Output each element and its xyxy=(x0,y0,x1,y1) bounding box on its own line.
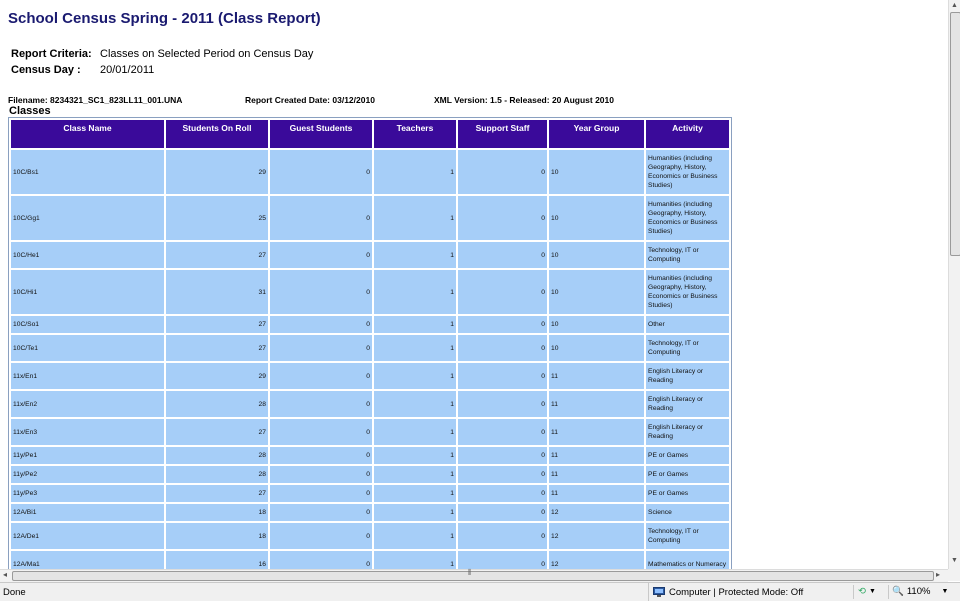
table-cell: PE or Games xyxy=(646,485,729,502)
table-cell: 10 xyxy=(549,242,644,268)
scroll-down-icon[interactable]: ▼ xyxy=(951,557,958,564)
census-day-label: Census Day : xyxy=(11,64,81,76)
table-cell: 11 xyxy=(549,485,644,502)
table-cell: 10C/Hi1 xyxy=(11,270,164,314)
table-cell: 18 xyxy=(166,523,268,549)
table-row xyxy=(11,316,729,333)
table-cell: 0 xyxy=(270,242,372,268)
table-cell: 29 xyxy=(166,363,268,389)
column-header: Class Name xyxy=(11,120,164,148)
table-cell: 0 xyxy=(270,270,372,314)
xml-version: XML Version: 1.5 - Released: 20 August 2010 xyxy=(434,95,614,105)
table-cell: 16 xyxy=(166,551,268,569)
table-cell: 11 xyxy=(549,447,644,464)
table-cell: 0 xyxy=(458,419,547,445)
table-cell: 0 xyxy=(270,419,372,445)
table-cell: 11y/Pe2 xyxy=(11,466,164,483)
column-header: Activity xyxy=(646,120,729,148)
table-cell: 1 xyxy=(374,363,456,389)
table-row xyxy=(11,363,729,389)
table-cell: 0 xyxy=(458,242,547,268)
table-cell: 10C/So1 xyxy=(11,316,164,333)
vertical-scrollbar[interactable] xyxy=(948,0,960,569)
table-cell: 0 xyxy=(270,485,372,502)
table-cell: 0 xyxy=(458,335,547,361)
table-cell: 27 xyxy=(166,242,268,268)
table-cell: 0 xyxy=(270,447,372,464)
table-cell: 27 xyxy=(166,419,268,445)
refresh-icon: ⟲ xyxy=(858,586,866,597)
table-cell: Humanities (including Geography, History, Economics or Business Studies) xyxy=(646,150,729,194)
vertical-scroll-thumb[interactable] xyxy=(950,12,960,256)
table-cell: 11y/Pe1 xyxy=(11,447,164,464)
page-options-button[interactable] xyxy=(858,586,876,597)
table-cell: 11 xyxy=(549,363,644,389)
table-cell: 1 xyxy=(374,150,456,194)
table-cell: English Literacy or Reading xyxy=(646,391,729,417)
table-cell: 12A/De1 xyxy=(11,523,164,549)
table-cell: 0 xyxy=(458,447,547,464)
table-cell: 29 xyxy=(166,150,268,194)
table-cell: PE or Games xyxy=(646,447,729,464)
table-cell: 12 xyxy=(549,504,644,521)
table-cell: 10 xyxy=(549,335,644,361)
table-cell: Other xyxy=(646,316,729,333)
table-cell: 0 xyxy=(270,466,372,483)
table-cell: 18 xyxy=(166,504,268,521)
table-cell: Technology, IT or Computing xyxy=(646,335,729,361)
table-cell: 11y/Pe3 xyxy=(11,485,164,502)
table-cell: English Literacy or Reading xyxy=(646,363,729,389)
table-cell: English Literacy or Reading xyxy=(646,419,729,445)
table-cell: 0 xyxy=(458,504,547,521)
table-cell: 1 xyxy=(374,504,456,521)
table-cell: Technology, IT or Computing xyxy=(646,523,729,549)
column-header: Guest Students xyxy=(270,120,372,148)
security-zone[interactable] xyxy=(648,583,803,601)
table-cell: 0 xyxy=(458,363,547,389)
table-row xyxy=(11,523,729,549)
table-cell: 27 xyxy=(166,335,268,361)
table-cell: 1 xyxy=(374,335,456,361)
table-cell: Science xyxy=(646,504,729,521)
table-cell: 0 xyxy=(270,363,372,389)
table-cell: 27 xyxy=(166,485,268,502)
column-header: Year Group xyxy=(549,120,644,148)
table-cell: 10C/Gg1 xyxy=(11,196,164,240)
table-cell: 1 xyxy=(374,419,456,445)
report-criteria-value: Classes on Selected Period on Census Day xyxy=(100,48,314,60)
scroll-grip-icon: ⦀ xyxy=(468,568,472,577)
table-cell: 10C/Te1 xyxy=(11,335,164,361)
table-cell: 1 xyxy=(374,485,456,502)
zoom-icon: 🔍 xyxy=(892,586,904,597)
table-body xyxy=(11,150,729,569)
table-cell: 28 xyxy=(166,447,268,464)
table-cell: 0 xyxy=(270,316,372,333)
table-cell: 1 xyxy=(374,466,456,483)
table-cell: 1 xyxy=(374,391,456,417)
section-title: Classes xyxy=(9,105,51,117)
table-cell: 25 xyxy=(166,196,268,240)
table-cell: 12A/Bi1 xyxy=(11,504,164,521)
report-criteria xyxy=(11,48,313,60)
table-cell: 0 xyxy=(270,196,372,240)
table-cell: Mathematics or Numeracy xyxy=(646,551,729,569)
table-cell: 0 xyxy=(458,551,547,569)
table-cell: 0 xyxy=(458,150,547,194)
scroll-right-icon[interactable]: ▸ xyxy=(936,570,941,579)
table-cell: 11x/En1 xyxy=(11,363,164,389)
table-cell: 11 xyxy=(549,466,644,483)
table-cell: 10 xyxy=(549,196,644,240)
zoom-level: 110% xyxy=(906,586,931,597)
table-cell: 10 xyxy=(549,316,644,333)
table-row xyxy=(11,447,729,464)
table-row xyxy=(11,466,729,483)
table-cell: 28 xyxy=(166,391,268,417)
report-created-date: Report Created Date: 03/12/2010 xyxy=(245,95,375,105)
classes-table xyxy=(8,117,732,569)
table-cell: 1 xyxy=(374,447,456,464)
page-title: School Census Spring - 2011 (Class Report) xyxy=(8,10,321,27)
horizontal-scrollbar[interactable] xyxy=(0,569,948,582)
table-cell: 31 xyxy=(166,270,268,314)
table-cell: 0 xyxy=(458,523,547,549)
table-cell: 0 xyxy=(458,196,547,240)
table-cell: 10 xyxy=(549,150,644,194)
zoom-button[interactable] xyxy=(892,586,948,597)
table-cell: 12A/Ma1 xyxy=(11,551,164,569)
table-row xyxy=(11,504,729,521)
table-cell: 0 xyxy=(270,391,372,417)
census-day xyxy=(11,64,154,76)
table-cell: 1 xyxy=(374,196,456,240)
table-cell: 10C/Bs1 xyxy=(11,150,164,194)
table-cell: 1 xyxy=(374,551,456,569)
table-cell: 0 xyxy=(458,466,547,483)
scroll-up-icon[interactable]: ▲ xyxy=(951,2,958,9)
filename: Filename: 8234321_SC1_823LL11_001.UNA xyxy=(8,95,183,105)
table-cell: 1 xyxy=(374,242,456,268)
table-cell: 12 xyxy=(549,523,644,549)
table-cell: Technology, IT or Computing xyxy=(646,242,729,268)
table-cell: 11x/En3 xyxy=(11,419,164,445)
table-row xyxy=(11,270,729,314)
table-cell: 10C/He1 xyxy=(11,242,164,268)
table-cell: 0 xyxy=(458,270,547,314)
table-cell: 1 xyxy=(374,316,456,333)
table-row xyxy=(11,485,729,502)
table-cell: 28 xyxy=(166,466,268,483)
status-bar xyxy=(0,582,960,601)
table-cell: 10 xyxy=(549,270,644,314)
table-row xyxy=(11,335,729,361)
table-cell: 27 xyxy=(166,316,268,333)
table-cell: 11 xyxy=(549,419,644,445)
table-cell: 0 xyxy=(270,504,372,521)
table-cell: 0 xyxy=(458,485,547,502)
table-cell: 0 xyxy=(458,391,547,417)
table-cell: 1 xyxy=(374,270,456,314)
table-cell: Humanities (including Geography, History, Economics or Business Studies) xyxy=(646,270,729,314)
security-zone-label: Computer | Protected Mode: Off xyxy=(669,586,804,598)
table-header-row xyxy=(11,120,729,148)
table-cell: PE or Games xyxy=(646,466,729,483)
column-header: Teachers xyxy=(374,120,456,148)
status-text: Done xyxy=(3,587,26,598)
table-cell: 11 xyxy=(549,391,644,417)
column-header: Support Staff xyxy=(458,120,547,148)
table-row xyxy=(11,196,729,240)
column-header: Students On Roll xyxy=(166,120,268,148)
scroll-left-icon[interactable]: ◂ xyxy=(3,570,8,579)
table-cell: 12 xyxy=(549,551,644,569)
horizontal-scroll-thumb[interactable] xyxy=(12,571,934,581)
table-cell: Humanities (including Geography, History, Economics or Business Studies) xyxy=(646,196,729,240)
table-row xyxy=(11,419,729,445)
report-criteria-label: Report Criteria: xyxy=(11,48,92,60)
table-cell: 11x/En2 xyxy=(11,391,164,417)
table-cell: 0 xyxy=(270,523,372,549)
table-row xyxy=(11,242,729,268)
zoom-chevron-icon: ▼ xyxy=(941,588,949,595)
scrollbar-corner xyxy=(948,569,960,581)
table-cell: 0 xyxy=(270,551,372,569)
table-cell: 0 xyxy=(270,335,372,361)
table-row xyxy=(11,391,729,417)
table-cell: 0 xyxy=(458,316,547,333)
computer-zone-icon xyxy=(653,587,665,598)
table-row xyxy=(11,551,729,569)
table-cell: 0 xyxy=(270,150,372,194)
chevron-down-icon: ▼ xyxy=(868,588,876,595)
table-cell: 1 xyxy=(374,523,456,549)
census-day-value: 20/01/2011 xyxy=(100,64,155,76)
table-row xyxy=(11,150,729,194)
